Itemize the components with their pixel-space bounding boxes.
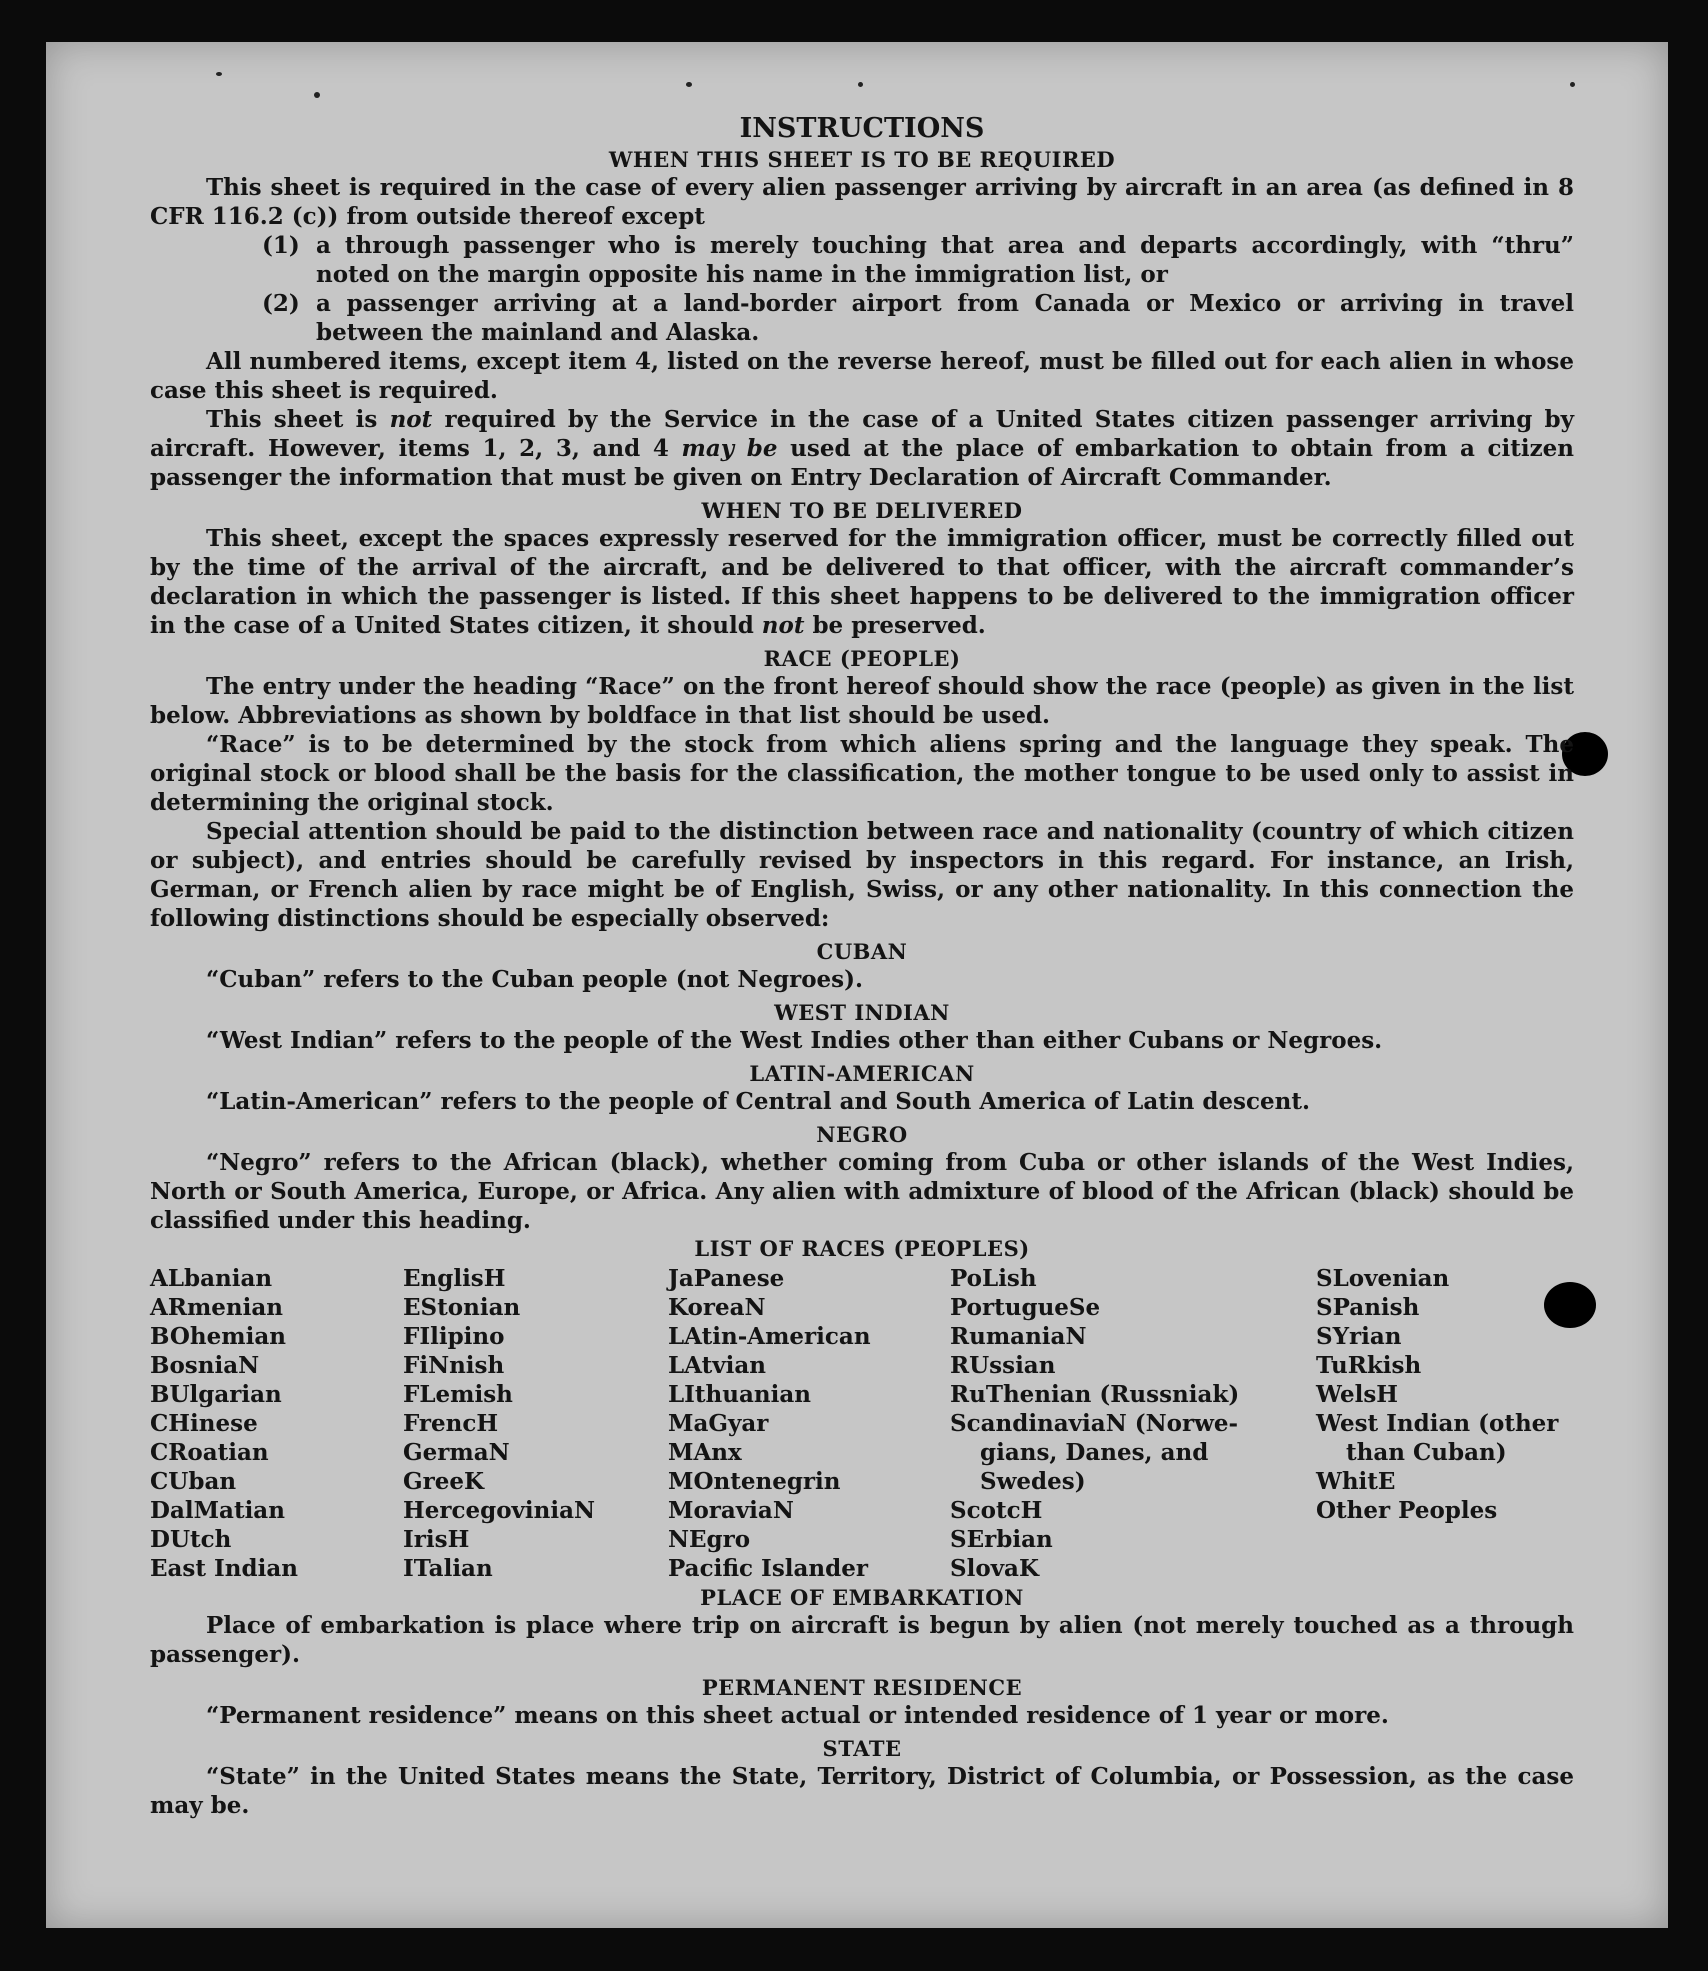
race-entry: FIlipino [403, 1323, 505, 1350]
race-entry: Pacific Islander [668, 1555, 868, 1582]
race-entry: LIthuanian [668, 1381, 811, 1408]
state-definition: “State” in the United States means the State, Territory, District of Columbia, or Possession, as the case may be. [150, 1763, 1574, 1819]
race-entry: East Indian [150, 1555, 298, 1582]
race-entry: DUtch [150, 1526, 232, 1553]
race-entry: MaGyar [668, 1410, 769, 1437]
dust-speck [686, 82, 692, 87]
race-entry: FrencH [403, 1410, 499, 1437]
heading-cuban: CUBAN [816, 939, 908, 964]
race-paragraph: The entry under the heading “Race” on the front hereof should show the race (people) as given in the list below. Abbreviations as shown by boldface in that list should be used. [150, 673, 1574, 729]
citizen-paragraph: This sheet is not required by the Service in the case of a United States citizen passenger arriving by aircraft. However, items 1, 2, 3, and 4 may be used at the place of embarkation to obtain from a citizen passenger the information that must be given on Entry Declaration of Aircraft Commander. [150, 406, 1575, 491]
race-entry: HercegoviniaN [403, 1497, 596, 1524]
race-entry: NEgro [668, 1526, 751, 1553]
negro-definition: “Negro” refers to the African (black), whether coming from Cuba or other islands of the West Indies, North or South America, Europe, or Africa. Any alien with admixture of blood of the African (black) should be classified under this heading. [150, 1149, 1574, 1234]
race-entry: ITalian [403, 1555, 493, 1582]
races-column [668, 1264, 871, 1583]
when-required-intro: This sheet is required in the case of every alien passenger arriving by aircraft in an area (as defined in 8 CFR 116.2 (c)) from outside thereof except [150, 174, 1574, 230]
race-entry: CHinese [150, 1410, 258, 1437]
race-entry: CRoatian [150, 1439, 269, 1466]
race-entry: MOntenegrin [668, 1468, 841, 1495]
dust-speck [858, 82, 863, 87]
west-indian-definition: “West Indian” refers to the people of the West Indies other than either Cubans or Negroes. [206, 1027, 1383, 1054]
heading-when-delivered: WHEN TO BE DELIVERED [701, 498, 1023, 523]
race-paragraph: “Race” is to be determined by the stock from which aliens spring and the language they speak. The original stock or blood shall be the basis for the classification, the mother tongue to be used only to assist in determining the original stock. [150, 731, 1574, 816]
race-entry: TuRkish [1316, 1352, 1422, 1379]
race-entry: RUssian [950, 1352, 1056, 1379]
dust-speck [1570, 82, 1575, 87]
dust-speck [216, 72, 222, 76]
races-column [950, 1264, 1239, 1583]
race-entry: SErbian [950, 1526, 1053, 1553]
race-entry: SPanish [1316, 1294, 1420, 1321]
race-entry: DalMatian [150, 1497, 285, 1524]
exception-item [262, 289, 1574, 347]
race-entry: GreeK [403, 1468, 485, 1495]
race-entry: RumaniaN [950, 1323, 1087, 1350]
race-entry: EnglisH [403, 1265, 506, 1292]
race-entry: MAnx [668, 1439, 742, 1466]
race-entry: MoraviaN [668, 1497, 794, 1524]
race-entry: BosniaN [150, 1352, 260, 1379]
races-column [403, 1264, 595, 1583]
race-entry: ScandinaviaN (Norwe- [950, 1410, 1239, 1437]
race-entry: SLovenian [1316, 1265, 1450, 1292]
latin-american-definition: “Latin-American” refers to the people of Central and South America of Latin descent. [206, 1088, 1310, 1115]
race-entry: LAtin-American [668, 1323, 871, 1350]
race-entry: ScotcH [950, 1497, 1043, 1524]
instructions-text [150, 112, 1574, 1820]
page-title: INSTRUCTIONS [739, 113, 985, 144]
heading-west-indian: WEST INDIAN [774, 1000, 950, 1025]
race-entry: IrisH [403, 1526, 470, 1553]
race-entry: West Indian (other [1316, 1410, 1559, 1437]
race-entry-continued: gians, Danes, and [980, 1439, 1209, 1466]
residence-definition: “Permanent residence” means on this sheet actual or intended residence of 1 year or more. [206, 1702, 1389, 1729]
race-entry: SYrian [1316, 1323, 1402, 1350]
exception-number: (1) [262, 232, 300, 259]
race-entry: WhitE [1316, 1468, 1396, 1495]
race-entry: BUlgarian [150, 1381, 282, 1408]
heading-negro: NEGRO [816, 1122, 908, 1147]
race-entry: BOhemian [150, 1323, 286, 1350]
races-column [150, 1264, 298, 1583]
race-entry: EStonian [403, 1294, 521, 1321]
race-entry: LAtvian [668, 1352, 766, 1379]
when-delivered-paragraph: This sheet, except the spaces expressly reserved for the immigration officer, must be correctly filled out by the time of the arrival of the aircraft, and be delivered to that officer, with the aircraft commander’s declaration in which the passenger is listed. If this sheet happens to be delivered to the immigration officer in the case of a United States citizen, it should not be preserved. [150, 525, 1574, 639]
heading-permanent-residence: PERMANENT RESIDENCE [701, 1675, 1023, 1700]
heading-race: RACE (PEOPLE) [763, 646, 961, 671]
race-entry: KoreaN [668, 1294, 766, 1321]
exception-item [262, 231, 1574, 289]
race-entry: Other Peoples [1316, 1497, 1498, 1524]
races-list [150, 1264, 1574, 1584]
race-entry: ARmenian [150, 1294, 284, 1321]
numbered-items-paragraph: All numbered items, except item 4, listed on the reverse hereof, must be filled out for each alien in whose case this sheet is required. [150, 348, 1574, 404]
race-entry: GermaN [403, 1439, 510, 1466]
exception-text: a passenger arriving at a land-border airport from Canada or Mexico or arriving in travel between the mainland and Alaska. [316, 290, 1574, 346]
heading-list-of-races: LIST OF RACES (PEOPLES) [694, 1236, 1030, 1261]
exception-text: a through passenger who is merely touching that area and departs accordingly, with “thru” noted on the margin opposite his name in the immigration list, or [316, 232, 1574, 288]
cuban-definition: “Cuban” refers to the Cuban people (not Negroes). [206, 966, 864, 993]
race-entry: JaPanese [668, 1265, 785, 1292]
race-entry: WelsH [1316, 1381, 1399, 1408]
heading-when-required: WHEN THIS SHEET IS TO BE REQUIRED [608, 147, 1116, 172]
embarkation-definition: Place of embarkation is place where trip on aircraft is begun by alien (not merely touched as a through passenger). [150, 1612, 1574, 1668]
race-entry-continued: than Cuban) [1346, 1439, 1507, 1466]
race-entry: FLemish [403, 1381, 513, 1408]
document-page [46, 42, 1668, 1928]
race-entry: SlovaK [950, 1555, 1039, 1582]
heading-place-of-embarkation: PLACE OF EMBARKATION [700, 1585, 1024, 1610]
race-entry: RuThenian (Russniak) [950, 1381, 1240, 1408]
race-entry: PoLish [950, 1265, 1037, 1292]
race-entry: CUban [150, 1468, 237, 1495]
heading-latin-american: LATIN-AMERICAN [749, 1061, 975, 1086]
race-entry-continued: Swedes) [980, 1468, 1086, 1495]
exception-number: (2) [262, 290, 300, 317]
race-entry: FiNnish [403, 1352, 505, 1379]
race-paragraph: Special attention should be paid to the distinction between race and nationality (country of which citizen or subject), and entries should be carefully revised by inspectors in this regard. For instance, an Irish, German, or French alien by race might be of English, Swiss, or any other nationality. In this connection the following distinctions should be especially observed: [150, 818, 1574, 932]
race-entry: PortugueSe [950, 1294, 1101, 1321]
race-entry: ALbanian [150, 1265, 273, 1292]
dust-speck [314, 92, 320, 98]
heading-state: STATE [822, 1736, 902, 1761]
races-column [1316, 1264, 1558, 1525]
